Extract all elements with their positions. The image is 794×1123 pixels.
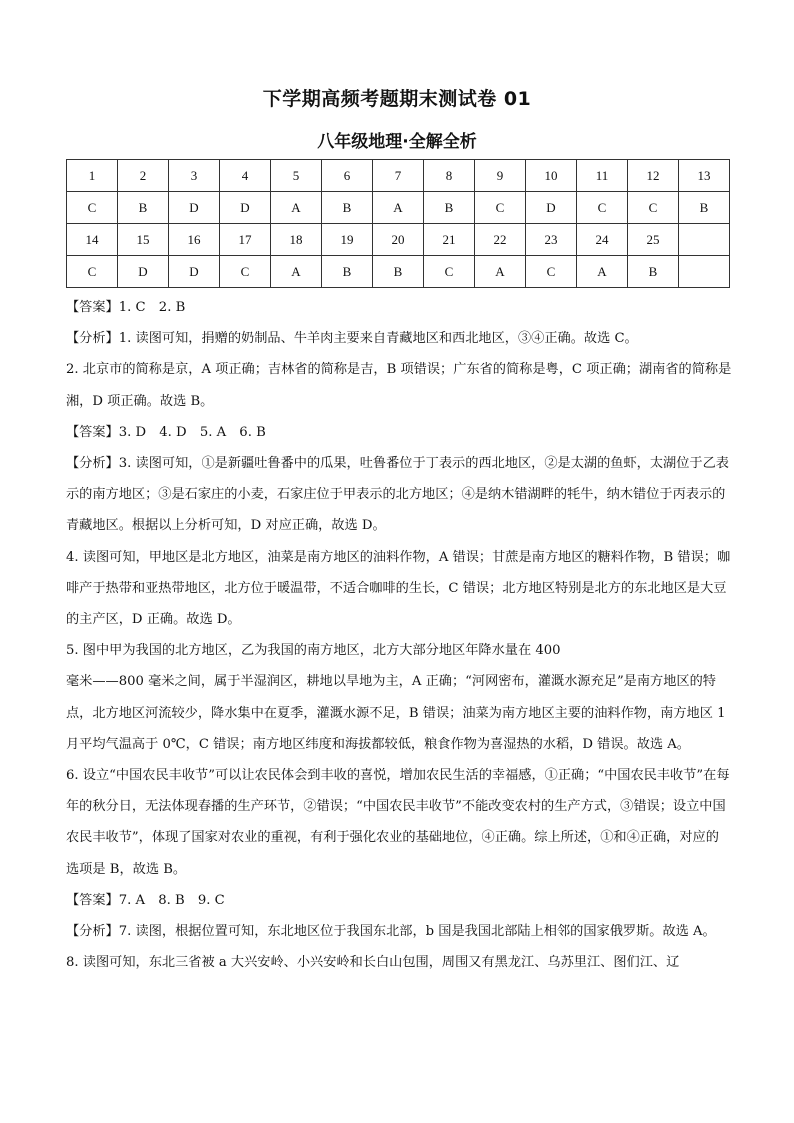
question-number-cell: 13 (679, 160, 730, 192)
answer-letter-row (67, 192, 730, 224)
question-number-cell: 21 (424, 224, 475, 256)
answer-table-body (67, 160, 730, 288)
question-number-cell: 23 (526, 224, 577, 256)
answer-letter-cell: B (679, 192, 730, 224)
explanation-paragraph: 毫米——800 毫米之间，属于半湿润区，耕地以旱地为主，A 正确；“河网密布，灌溉水源充足”是南方地区的特点，北方地区河流较少，降水集中在夏季，灌溉水源不足，B 错误；油菜为南方地区主要的油料作物，南方地区 1 月平均气温高于 0℃，C 错误；南方地区纬度和海拔都较低，粮食作物为喜湿热的水稻，D 错误。故选 A。 (66, 674, 726, 752)
question-number-row (67, 224, 730, 256)
question-number-cell: 18 (271, 224, 322, 256)
explanation-paragraph: 5. 图中甲为我国的北方地区，乙为我国的南方地区，北方大部分地区年降水量在 400 (66, 643, 561, 659)
question-number-cell: 12 (628, 160, 679, 192)
question-number-cell: 16 (169, 224, 220, 256)
answer-letter-cell: C (220, 256, 271, 288)
question-number-cell: 8 (424, 160, 475, 192)
answer-key-line: 【答案】1. C 2. B (66, 300, 186, 315)
page-subtitle: 八年级地理·全解全析 (317, 132, 477, 152)
question-number-cell: 10 (526, 160, 577, 192)
analysis-paragraph: 【分析】7. 读图，根据位置可知，东北地区位于我国东北部，b 国是我国北部陆上相邻的国家俄罗斯。故选 A。 (66, 924, 716, 940)
answer-letter-cell: C (475, 192, 526, 224)
answer-key-line: 【答案】3. D 4. D 5. A 6. B (66, 424, 266, 440)
explanation-body (66, 292, 732, 978)
explanation-paragraph: 8. 读图可知，东北三省被 a 大兴安岭、小兴安岭和长白山包围，周围又有黑龙江、乌苏里江、图们江、辽 (66, 955, 680, 971)
question-number-cell: 24 (577, 224, 628, 256)
answer-letter-cell: A (373, 192, 424, 224)
question-number-cell: 25 (628, 224, 679, 256)
answer-letter-cell: C (628, 192, 679, 224)
question-number-cell: 4 (220, 160, 271, 192)
explanation-paragraph: 2. 北京市的简称是京，A 项正确；吉林省的简称是吉，B 项错误；广东省的简称是粤，C 项正确；湖南省的简称是湘，D 项正确。故选 B。 (66, 362, 732, 409)
question-number-cell: 20 (373, 224, 424, 256)
question-number-cell: 22 (475, 224, 526, 256)
analysis-paragraph: 【分析】3. 读图可知，①是新疆吐鲁番中的瓜果，吐鲁番位于丁表示的西北地区，②是太湖的鱼虾，太湖位于乙表示的南方地区；③是石家庄的小麦，石家庄位于甲表示的北方地区；④是纳木错湖畔的牦牛，纳木错位于丙表示的青藏地区。根据以上分析可知，D 对应正确，故选 D。 (66, 456, 729, 534)
question-number-cell: 9 (475, 160, 526, 192)
answer-letter-cell: C (577, 192, 628, 224)
answer-letter-cell: D (118, 256, 169, 288)
answer-letter-cell: B (322, 192, 373, 224)
question-number-cell: 11 (577, 160, 628, 192)
question-number-cell (679, 224, 730, 256)
question-number-cell: 14 (67, 224, 118, 256)
answer-key-line: 【答案】7. A 8. B 9. C (66, 892, 225, 908)
question-number-cell: 2 (118, 160, 169, 192)
answer-letter-cell: C (67, 256, 118, 288)
answer-letter-cell: B (424, 192, 475, 224)
answer-letter-cell: D (169, 256, 220, 288)
explanation-paragraph: 4. 读图可知，甲地区是北方地区，油菜是南方地区的油料作物，A 错误；甘蔗是南方地区的糖料作物，B 错误；咖啡产于热带和亚热带地区，北方位于暖温带，不适合咖啡的生长，C 错误；北方地区特别是北方的东北地区是大豆的主产区，D 正确。故选 D。 (66, 549, 731, 628)
answer-letter-cell: C (526, 256, 577, 288)
answer-letter-cell: C (67, 192, 118, 224)
question-number-row (67, 160, 730, 192)
answer-letter-cell: B (373, 256, 424, 288)
answer-letter-cell: A (271, 256, 322, 288)
answer-letter-cell: B (628, 256, 679, 288)
answer-letter-cell: C (424, 256, 475, 288)
question-number-cell: 17 (220, 224, 271, 256)
page-title: 下学期高频考题期末测试卷 01 (262, 88, 532, 110)
question-number-cell: 19 (322, 224, 373, 256)
question-number-cell: 7 (373, 160, 424, 192)
answer-letter-cell: D (169, 192, 220, 224)
answer-letter-cell: A (577, 256, 628, 288)
question-number-cell: 15 (118, 224, 169, 256)
answer-letter-cell: B (118, 192, 169, 224)
answer-letter-cell: D (220, 192, 271, 224)
answer-letter-cell: B (322, 256, 373, 288)
answer-letter-row (67, 256, 730, 288)
answer-table (66, 159, 730, 288)
question-number-cell: 1 (67, 160, 118, 192)
answer-letter-cell: D (526, 192, 577, 224)
answer-letter-cell: A (475, 256, 526, 288)
answer-letter-cell: A (271, 192, 322, 224)
question-number-cell: 5 (271, 160, 322, 192)
analysis-paragraph: 【分析】1. 读图可知，捐赠的奶制品、牛羊肉主要来自青藏地区和西北地区，③④正确。故选 C。 (66, 331, 638, 347)
explanation-paragraph: 6. 设立“中国农民丰收节”可以让农民体会到丰收的喜悦，增加农民生活的幸福感，①正确；“中国农民丰收节”在每年的秋分日，无法体现春播的生产环节，②错误；“中国农民丰收节”不能改变农村的生产方式，③错误；设立中国农民丰收节”，体现了国家对农业的重视，有利于强化农业的基础地位，④正确。综上所述，①和④正确，对应的选项是 B，故选 B。 (66, 768, 730, 877)
answer-letter-cell (679, 256, 730, 288)
question-number-cell: 6 (322, 160, 373, 192)
question-number-cell: 3 (169, 160, 220, 192)
